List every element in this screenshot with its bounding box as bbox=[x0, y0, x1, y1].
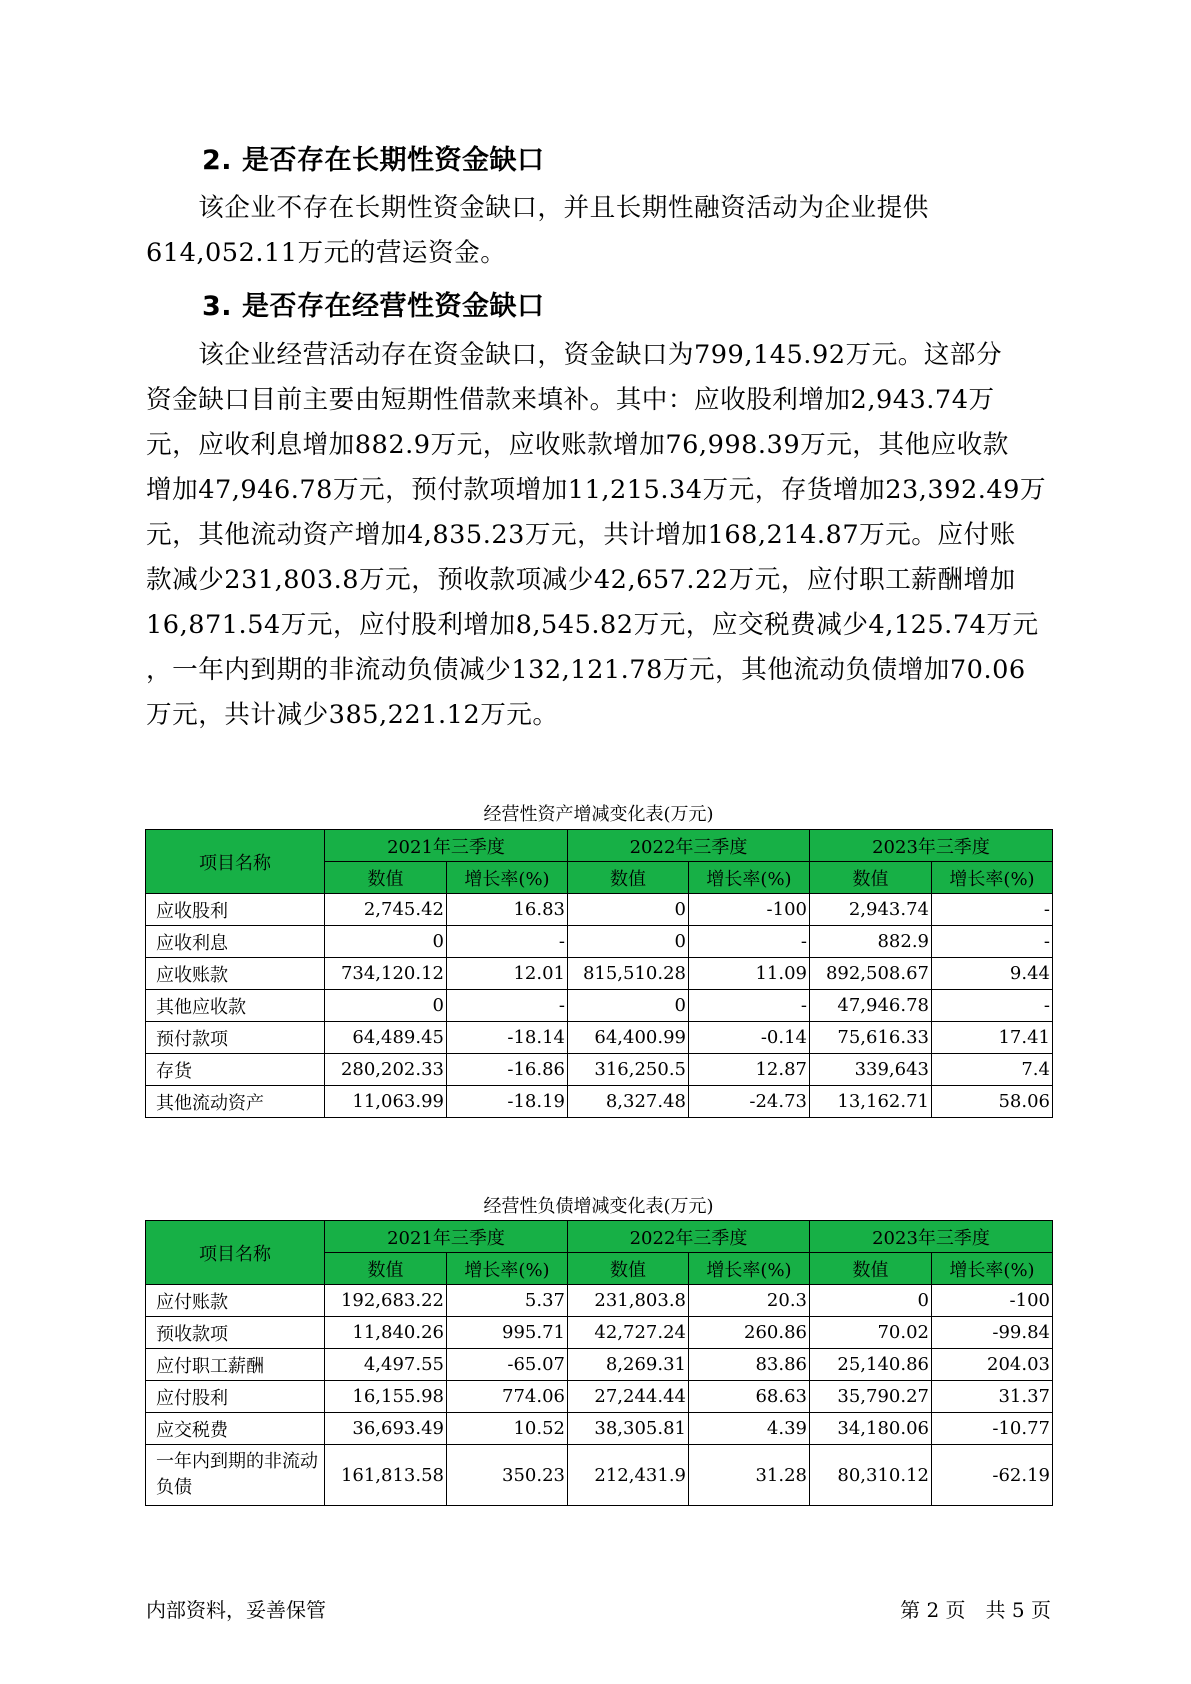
cell-growth-rate: -0.14 bbox=[689, 1022, 810, 1054]
table-row bbox=[146, 958, 1053, 990]
cell-growth-rate: -62.19 bbox=[932, 1445, 1053, 1506]
section-heading-long-term-gap: 2. 是否存在长期性资金缺口 bbox=[202, 145, 545, 176]
table-row bbox=[146, 990, 1053, 1022]
row-item-name: 预付款项 bbox=[146, 1022, 325, 1054]
cell-value: 2,745.42 bbox=[325, 894, 447, 926]
cell-value: 0 bbox=[810, 1285, 932, 1317]
row-item-name: 预收款项 bbox=[146, 1317, 325, 1349]
cell-growth-rate: 58.06 bbox=[932, 1086, 1053, 1118]
cell-growth-rate: 83.86 bbox=[689, 1349, 810, 1381]
paragraph-line: ，一年内到期的非流动负债减少132,121.78万元，其他流动负债增加70.06 bbox=[146, 655, 1026, 685]
header-period: 2021年三季度 bbox=[325, 830, 568, 862]
cell-growth-rate: 204.03 bbox=[932, 1349, 1053, 1381]
table-row bbox=[146, 1022, 1053, 1054]
cell-value: 815,510.28 bbox=[568, 958, 689, 990]
paragraph-line: 16,871.54万元，应付股利增加8,545.82万元，应交税费减少4,125.74万元 bbox=[146, 610, 1039, 640]
row-item-name: 其他应收款 bbox=[146, 990, 325, 1022]
header-value: 数值 bbox=[325, 862, 447, 894]
cell-growth-rate: 16.83 bbox=[447, 894, 568, 926]
cell-value: 38,305.81 bbox=[568, 1413, 689, 1445]
cell-growth-rate: -18.14 bbox=[447, 1022, 568, 1054]
header-item-name: 项目名称 bbox=[146, 830, 325, 894]
table-row bbox=[146, 1413, 1053, 1445]
cell-growth-rate: - bbox=[932, 894, 1053, 926]
cell-value: 0 bbox=[568, 990, 689, 1022]
row-item-name: 应付职工薪酬 bbox=[146, 1349, 325, 1381]
header-growth-rate: 增长率(%) bbox=[689, 862, 810, 894]
cell-growth-rate: 995.71 bbox=[447, 1317, 568, 1349]
cell-value: 8,269.31 bbox=[568, 1349, 689, 1381]
cell-growth-rate: 11.09 bbox=[689, 958, 810, 990]
header-period: 2022年三季度 bbox=[568, 830, 810, 862]
assets-change-table bbox=[145, 829, 1053, 1118]
cell-growth-rate: -99.84 bbox=[932, 1317, 1053, 1349]
cell-value: 34,180.06 bbox=[810, 1413, 932, 1445]
cell-value: 0 bbox=[325, 990, 447, 1022]
cell-value: 11,840.26 bbox=[325, 1317, 447, 1349]
table-caption-assets: 经营性资产增减变化表(万元) bbox=[483, 804, 714, 825]
header-item-name: 项目名称 bbox=[146, 1221, 325, 1285]
paragraph-line: 资金缺口目前主要由短期性借款来填补。其中：应收股利增加2,943.74万 bbox=[146, 385, 995, 415]
row-item-name: 一年内到期的非流动负债 bbox=[146, 1445, 325, 1506]
liabilities-change-table bbox=[145, 1220, 1053, 1506]
header-period: 2022年三季度 bbox=[568, 1221, 810, 1253]
table-row bbox=[146, 894, 1053, 926]
cell-growth-rate: 9.44 bbox=[932, 958, 1053, 990]
cell-value: 161,813.58 bbox=[325, 1445, 447, 1506]
cell-growth-rate: 260.86 bbox=[689, 1317, 810, 1349]
cell-growth-rate: 5.37 bbox=[447, 1285, 568, 1317]
cell-value: 35,790.27 bbox=[810, 1381, 932, 1413]
paragraph-line: 元，其他流动资产增加4,835.23万元，共计增加168,214.87万元。应付账 bbox=[146, 520, 1016, 550]
cell-growth-rate: -65.07 bbox=[447, 1349, 568, 1381]
table-body bbox=[146, 894, 1053, 1118]
row-item-name: 存货 bbox=[146, 1054, 325, 1086]
row-item-name: 应收账款 bbox=[146, 958, 325, 990]
cell-value: 192,683.22 bbox=[325, 1285, 447, 1317]
cell-value: 16,155.98 bbox=[325, 1381, 447, 1413]
cell-value: 11,063.99 bbox=[325, 1086, 447, 1118]
cell-value: 70.02 bbox=[810, 1317, 932, 1349]
cell-growth-rate: - bbox=[932, 926, 1053, 958]
cell-value: 0 bbox=[325, 926, 447, 958]
cell-value: 892,508.67 bbox=[810, 958, 932, 990]
header-period: 2023年三季度 bbox=[810, 830, 1053, 862]
paragraph-line: 该企业经营活动存在资金缺口，资金缺口为799,145.92万元。这部分 bbox=[146, 340, 1003, 370]
cell-growth-rate: 31.28 bbox=[689, 1445, 810, 1506]
cell-growth-rate: -16.86 bbox=[447, 1054, 568, 1086]
row-item-name: 应收利息 bbox=[146, 926, 325, 958]
cell-growth-rate: -100 bbox=[689, 894, 810, 926]
header-value: 数值 bbox=[568, 1253, 689, 1285]
table-row bbox=[146, 1381, 1053, 1413]
cell-growth-rate: 12.87 bbox=[689, 1054, 810, 1086]
table-body bbox=[146, 1285, 1053, 1506]
cell-value: 316,250.5 bbox=[568, 1054, 689, 1086]
cell-value: 339,643 bbox=[810, 1054, 932, 1086]
header-value: 数值 bbox=[810, 1253, 932, 1285]
footer-confidential-note: 内部资料，妥善保管 bbox=[146, 1598, 326, 1622]
cell-value: 231,803.8 bbox=[568, 1285, 689, 1317]
cell-value: 734,120.12 bbox=[325, 958, 447, 990]
cell-growth-rate: 68.63 bbox=[689, 1381, 810, 1413]
cell-growth-rate: 12.01 bbox=[447, 958, 568, 990]
header-growth-rate: 增长率(%) bbox=[447, 1253, 568, 1285]
paragraph-line: 该企业不存在长期性资金缺口，并且长期性融资活动为企业提供 bbox=[146, 193, 929, 223]
section-heading-operating-gap: 3. 是否存在经营性资金缺口 bbox=[202, 291, 545, 322]
cell-growth-rate: -100 bbox=[932, 1285, 1053, 1317]
cell-value: 212,431.9 bbox=[568, 1445, 689, 1506]
cell-value: 13,162.71 bbox=[810, 1086, 932, 1118]
paragraph-line: 增加47,946.78万元，预付款项增加11,215.34万元，存货增加23,392.49万 bbox=[146, 475, 1047, 505]
cell-value: 0 bbox=[568, 926, 689, 958]
cell-growth-rate: 774.06 bbox=[447, 1381, 568, 1413]
cell-value: 47,946.78 bbox=[810, 990, 932, 1022]
paragraph-line: 元，应收利息增加882.9万元，应收账款增加76,998.39万元，其他应收款 bbox=[146, 430, 1009, 460]
cell-value: 42,727.24 bbox=[568, 1317, 689, 1349]
cell-value: 75,616.33 bbox=[810, 1022, 932, 1054]
footer-page-number: 第 2 页 共 5 页 bbox=[900, 1598, 1051, 1622]
cell-growth-rate: - bbox=[689, 926, 810, 958]
cell-growth-rate: - bbox=[689, 990, 810, 1022]
table-row bbox=[146, 1445, 1053, 1506]
cell-growth-rate: -24.73 bbox=[689, 1086, 810, 1118]
header-growth-rate: 增长率(%) bbox=[932, 862, 1053, 894]
table-row bbox=[146, 926, 1053, 958]
cell-value: 4,497.55 bbox=[325, 1349, 447, 1381]
cell-growth-rate: -18.19 bbox=[447, 1086, 568, 1118]
table-row bbox=[146, 1349, 1053, 1381]
cell-value: 882.9 bbox=[810, 926, 932, 958]
cell-value: 64,400.99 bbox=[568, 1022, 689, 1054]
paragraph-line: 614,052.11万元的营运资金。 bbox=[146, 238, 507, 268]
header-period: 2023年三季度 bbox=[810, 1221, 1053, 1253]
cell-value: 2,943.74 bbox=[810, 894, 932, 926]
cell-value: 0 bbox=[568, 894, 689, 926]
cell-value: 8,327.48 bbox=[568, 1086, 689, 1118]
table-row bbox=[146, 1317, 1053, 1349]
row-item-name: 应交税费 bbox=[146, 1413, 325, 1445]
table-caption-liabilities: 经营性负债增减变化表(万元) bbox=[483, 1196, 714, 1217]
cell-value: 64,489.45 bbox=[325, 1022, 447, 1054]
cell-growth-rate: 20.3 bbox=[689, 1285, 810, 1317]
paragraph-operating-gap bbox=[146, 333, 1046, 738]
header-value: 数值 bbox=[810, 862, 932, 894]
cell-growth-rate: -10.77 bbox=[932, 1413, 1053, 1445]
paragraph-long-term-gap bbox=[146, 186, 1046, 276]
row-item-name: 应付股利 bbox=[146, 1381, 325, 1413]
table-row bbox=[146, 1086, 1053, 1118]
header-period: 2021年三季度 bbox=[325, 1221, 568, 1253]
paragraph-line: 万元，共计减少385,221.12万元。 bbox=[146, 700, 559, 730]
row-item-name: 应收股利 bbox=[146, 894, 325, 926]
cell-growth-rate: - bbox=[932, 990, 1053, 1022]
cell-value: 280,202.33 bbox=[325, 1054, 447, 1086]
cell-growth-rate: - bbox=[447, 926, 568, 958]
cell-value: 27,244.44 bbox=[568, 1381, 689, 1413]
table-row bbox=[146, 1054, 1053, 1086]
header-growth-rate: 增长率(%) bbox=[689, 1253, 810, 1285]
cell-growth-rate: 350.23 bbox=[447, 1445, 568, 1506]
cell-growth-rate: 17.41 bbox=[932, 1022, 1053, 1054]
cell-value: 80,310.12 bbox=[810, 1445, 932, 1506]
cell-growth-rate: 4.39 bbox=[689, 1413, 810, 1445]
cell-growth-rate: - bbox=[447, 990, 568, 1022]
header-growth-rate: 增长率(%) bbox=[447, 862, 568, 894]
cell-value: 25,140.86 bbox=[810, 1349, 932, 1381]
header-value: 数值 bbox=[325, 1253, 447, 1285]
cell-growth-rate: 7.4 bbox=[932, 1054, 1053, 1086]
cell-growth-rate: 31.37 bbox=[932, 1381, 1053, 1413]
row-item-name: 其他流动资产 bbox=[146, 1086, 325, 1118]
header-value: 数值 bbox=[568, 862, 689, 894]
paragraph-line: 款减少231,803.8万元，预收款项减少42,657.22万元，应付职工薪酬增加 bbox=[146, 565, 1016, 595]
cell-growth-rate: 10.52 bbox=[447, 1413, 568, 1445]
cell-value: 36,693.49 bbox=[325, 1413, 447, 1445]
row-item-name: 应付账款 bbox=[146, 1285, 325, 1317]
header-growth-rate: 增长率(%) bbox=[932, 1253, 1053, 1285]
table-row bbox=[146, 1285, 1053, 1317]
